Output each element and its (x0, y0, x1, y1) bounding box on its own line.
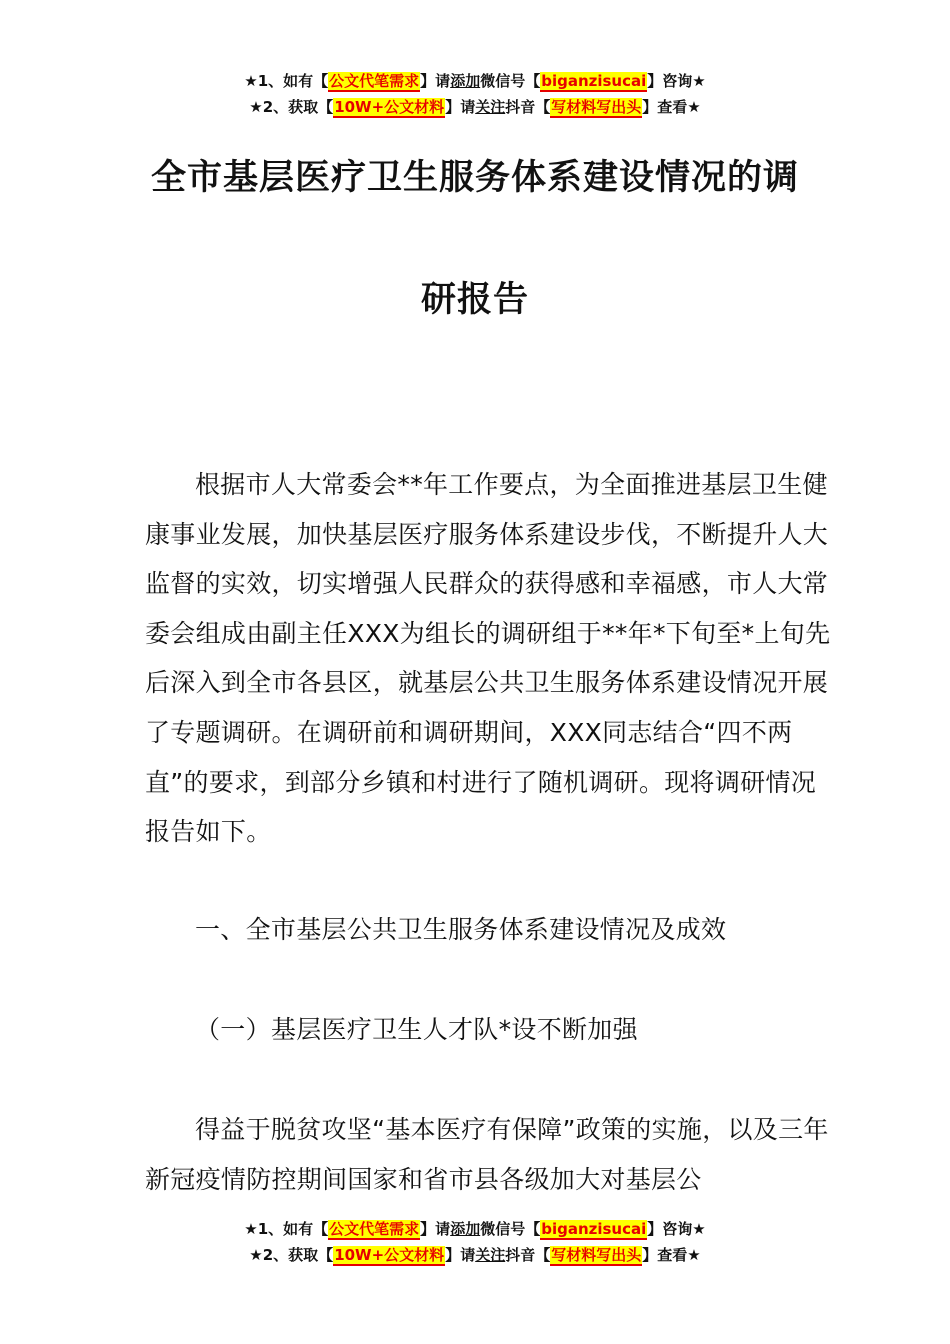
subsection-heading: （一）基层医疗卫生人才队*设不断加强 (195, 1015, 638, 1044)
banner-text: 】请 (445, 1246, 476, 1264)
banner-highlight: 写材料写出头 (551, 98, 642, 116)
banner-highlight: 10W+公文材料 (334, 98, 445, 116)
banner-text: ★1、如有【 (244, 1220, 329, 1238)
banner-line-1 (0, 1216, 950, 1242)
banner-underline: 添加 (450, 72, 481, 90)
banner-text: 微信号【 (480, 72, 541, 90)
banner-text: 微信号【 (480, 1220, 541, 1238)
banner-underline: 关注 (475, 98, 506, 116)
banner-highlight: 公文代笔需求 (329, 1220, 420, 1238)
banner-text: 】请 (445, 98, 476, 116)
banner-highlight: biganzisucai (541, 72, 647, 90)
section-heading: 一、全市基层公共卫生服务体系建设情况及成效 (195, 915, 727, 944)
banner-text: 】咨询★ (647, 72, 706, 90)
document-title-line-2: 研报告 (420, 280, 529, 320)
footer-banner (0, 1216, 950, 1268)
banner-highlight: biganzisucai (541, 1220, 647, 1238)
banner-text: 】咨询★ (647, 1220, 706, 1238)
banner-text: 】请 (420, 72, 451, 90)
banner-underline: 关注 (475, 1246, 506, 1264)
paragraph-body: 得益于脱贫攻坚“基本医疗有保障”政策的实施，以及三年新冠疫情防控期间国家和省市县各级加大对基层公 (145, 1115, 829, 1194)
banner-line-1 (0, 68, 950, 94)
paragraph-intro: 根据市人大常委会**年工作要点，为全面推进基层卫生健康事业发展，加快基层医疗服务体系建设步伐，不断提升人大监督的实效，切实增强人民群众的获得感和幸福感，市人大常委会组成由副主任XXX为组长的调研组于**年*下旬至*上旬先后深入到全市各县区，就基层公共卫生服务体系建设情况开展了专题调研。在调研前和调研期间，XXX同志结合“四不两直”的要求，到部分乡镇和村进行了随机调研。现将调研情况报告如下。 (145, 470, 831, 847)
banner-text: 抖音【 (505, 98, 551, 116)
banner-highlight: 公文代笔需求 (329, 72, 420, 90)
banner-text: 】请 (420, 1220, 451, 1238)
document-title-line-1: 全市基层医疗卫生服务体系建设情况的调 (150, 158, 799, 198)
banner-text: 】查看★ (642, 98, 701, 116)
banner-text: ★2、获取【 (249, 1246, 334, 1264)
banner-text: ★2、获取【 (249, 98, 334, 116)
header-banner (0, 68, 950, 120)
banner-text: 】查看★ (642, 1246, 701, 1264)
banner-text: 抖音【 (505, 1246, 551, 1264)
banner-text: ★1、如有【 (244, 72, 329, 90)
banner-highlight: 10W+公文材料 (334, 1246, 445, 1264)
banner-line-2 (0, 94, 950, 120)
banner-highlight: 写材料写出头 (551, 1246, 642, 1264)
banner-line-2 (0, 1242, 950, 1268)
banner-underline: 添加 (450, 1220, 481, 1238)
